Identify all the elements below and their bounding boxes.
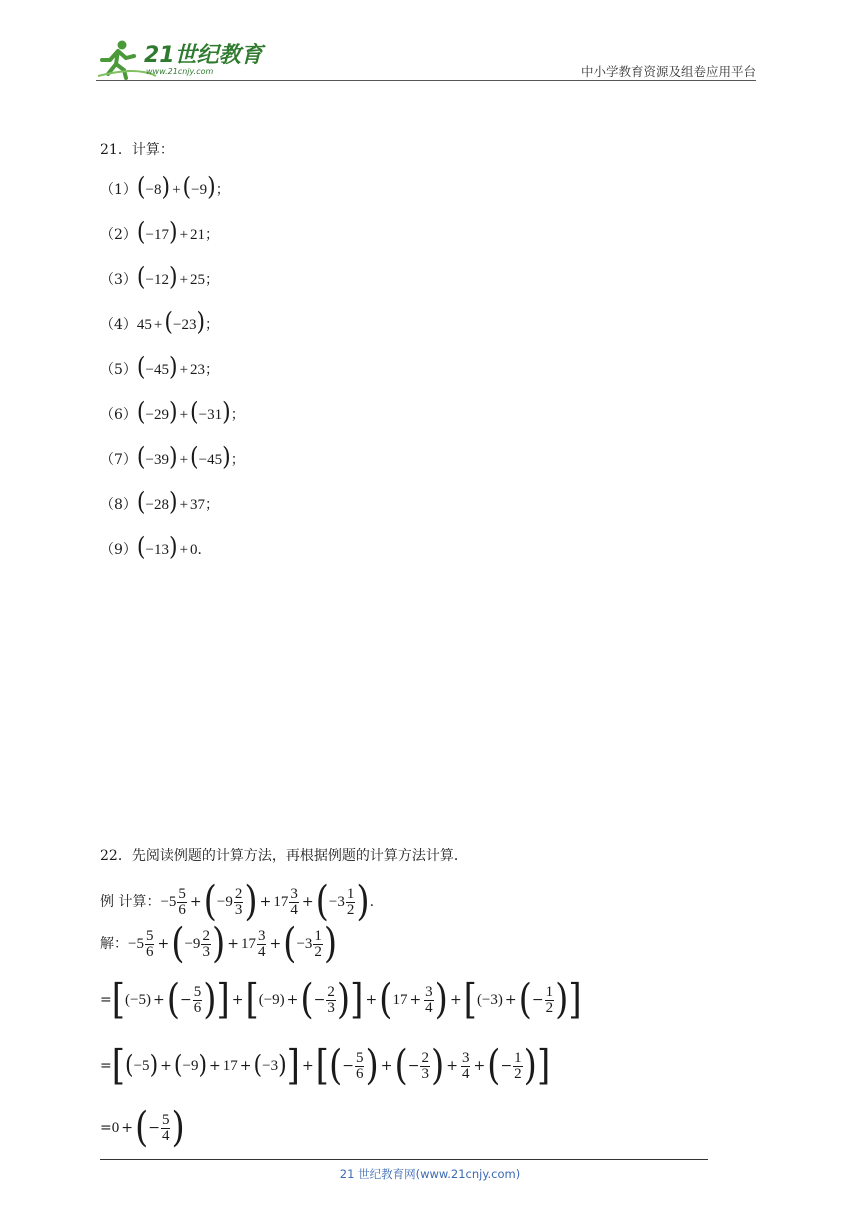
q22-step1: =[(−5) +(− $\frac{5}{6}$ )] +[(−9) +(− $\frac{2}{3}$ )] +(17 + $\frac{3}{4}$ ) +[(−3) +(− $\frac{1}{2}$ )] bbox=[100, 976, 582, 1024]
footer-text: 21 世纪教育网(www.21cnjy.com) bbox=[339, 1167, 521, 1181]
q21-item-1: （1）(−8) +(−9)； bbox=[100, 173, 230, 202]
site-logo bbox=[96, 36, 266, 80]
q22-solution: 解：−5 $\frac{5}{6}$ +(−9 $\frac{2}{3}$ ) + 17 $\frac{3}{4}$ +(−3 $\frac{1}{2}$ ) bbox=[100, 920, 338, 968]
q22-step3: =0 +(− $\frac{5}{4}$ ) bbox=[100, 1104, 185, 1152]
logo-url: www.21cnjy.com bbox=[146, 67, 214, 76]
q21-item-6: （6）(−29) +(−31)； bbox=[100, 398, 245, 427]
q21-item-8: （8）(−28) + 37； bbox=[100, 488, 220, 517]
q21-item-7: （7）(−39) +(−45)； bbox=[100, 443, 245, 472]
q21-title: 21．计算： bbox=[100, 142, 174, 158]
q22-example: 例 计算：−5 $\frac{5}{6}$ +(−9 $\frac{2}{3}$ ) + 17 $\frac{3}{4}$ +(−3 $\frac{1}{2}$ ). bbox=[100, 878, 375, 926]
header-divider bbox=[96, 80, 756, 81]
header-platform-text: 中小学教育资源及组卷应用平台 bbox=[580, 64, 756, 79]
footer-divider bbox=[100, 1159, 708, 1160]
q21-item-2: （2）(−17) + 21； bbox=[100, 218, 220, 247]
q21-item-9: （9）(−13) + 0． bbox=[100, 533, 212, 562]
q21-item-3: （3）(−12) + 25； bbox=[100, 263, 220, 292]
q22-step2: =[(−5) +(−9) + 17 +(−3)] +[(− $\frac{5}{6}$ ) +(− $\frac{2}{3}$ ) + $\frac{3}{4}$ +(− $\frac{1}{2}$ )] bbox=[100, 1042, 551, 1090]
q21-item-4: （4）45 +(−23)； bbox=[100, 308, 220, 337]
q21-item-5: （5）(−45) + 23； bbox=[100, 353, 220, 382]
logo-text: 21世纪教育 bbox=[144, 43, 263, 68]
q22-title: 22．先阅读例题的计算方法，再根据例题的计算方法计算． bbox=[100, 848, 468, 864]
